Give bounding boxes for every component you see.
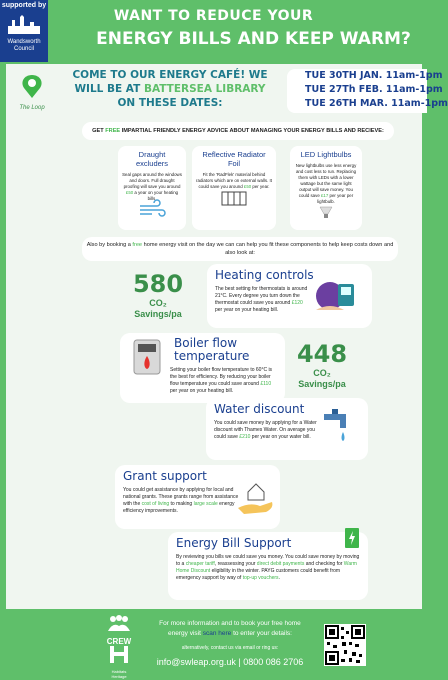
grant-title: Grant support (123, 469, 207, 483)
grant-text-pre: You could get assistance by applying for local and national grants. These grants range from assistance with the (123, 487, 239, 507)
cafe-logo (14, 72, 50, 111)
grant-link-large-scale[interactable]: large scale (193, 501, 218, 507)
bill-icon (344, 527, 360, 549)
led-card (290, 146, 362, 230)
advice-post: IMPARTIAL FRIENDLY ENERGY ADVICE ABOUT MANAGING YOUR ENERGY BILLS AND RECIEVE: (120, 128, 384, 134)
bill-box (168, 532, 368, 600)
cafe-logo-label: The Loop (19, 105, 45, 111)
hand-house-icon (236, 478, 276, 518)
boiler-text (170, 367, 279, 395)
also-banner (82, 237, 398, 261)
wind-icon (137, 202, 167, 216)
boiler-text-post: per year on your heating bill. (170, 388, 234, 394)
boiler-savings-unit: CO₂ (313, 368, 331, 378)
scan-here-link[interactable]: scan here (202, 630, 232, 637)
cafe-line1: COME TO OUR ENERGY CAFÉ! WE (72, 69, 268, 81)
draught-text-pre: Seal gaps around the windows and doors. Full draught proofing will save you around (122, 172, 182, 189)
boiler-savings-label: Savings/pa (298, 379, 346, 389)
led-text-post: per year per lightbulb. (317, 193, 354, 204)
library-name: BATTERSEA LIBRARY (143, 83, 266, 95)
bill-title: Energy Bill Support (176, 536, 292, 550)
habitats-logo (104, 644, 134, 679)
boiler-savings-number: 448 (296, 340, 348, 368)
bill-text (176, 554, 360, 582)
boiler-title: Boiler flow temperature (174, 336, 250, 363)
cafe-line2-pre: WILL BE AT (74, 83, 144, 95)
water-text-post: per year on your water bill. (250, 434, 311, 440)
draught-amount: £50 (125, 190, 134, 195)
boiler-amount: £110 (260, 381, 272, 387)
date-3: TUE 26TH MAR. 11am-1pm (305, 98, 448, 109)
headline-line1: WANT TO REDUCE YOUR (113, 8, 314, 24)
heating-savings-number: 580 (132, 270, 184, 298)
led-text-pre: New lightbulbs use less energy and cost less to run. Replacing them with LEDs with a lower wattage but the same light output will save money. You could save (295, 163, 357, 198)
dates-box (287, 69, 448, 113)
heating-text-post: per year on your heating bill. (215, 307, 279, 313)
qr-code[interactable] (324, 624, 366, 666)
heating-savings-unit: CO₂ (149, 298, 167, 308)
led-amount: £17 (320, 193, 329, 198)
also-free: free (132, 242, 143, 248)
draught-text-post: a year on your heating bills. (133, 190, 179, 201)
radiator-icon (219, 190, 249, 206)
grant-text (123, 487, 241, 515)
cafe-announcement (56, 68, 284, 110)
qr-code-icon (324, 624, 366, 666)
people-icon (106, 614, 132, 632)
heating-savings-label: Savings/pa (134, 309, 182, 319)
radiator-text-pre: Fit the 'RadFlek' material behind radiators which are on external walls. It could save you around (196, 172, 272, 189)
also-post: home energy visit on the day we can can help you fit these components to help keep costs down and also look at: (142, 242, 394, 256)
footer-line2 (140, 630, 320, 637)
water-text (214, 420, 324, 441)
boiler-icon (130, 338, 166, 378)
draught-card (118, 146, 186, 230)
advice-pre: GET (92, 128, 106, 134)
led-text (294, 163, 358, 205)
grant-text-mid: to making (169, 501, 194, 507)
crew-label: CREW (106, 637, 132, 646)
habitats-h-icon (108, 644, 130, 664)
water-text-pre: You could save money by applying for a Water discount with Thames Water. On average you could save (214, 420, 317, 440)
bill-link-cheaper-tariff[interactable]: cheaper tariff (185, 561, 215, 567)
grant-text-post: energy efficiency improvements. (123, 501, 235, 514)
water-title: Water discount (214, 402, 305, 416)
bill-link-warm-home[interactable]: Warm Home Discount (176, 561, 357, 574)
radiator-card (192, 146, 276, 230)
crew-logo (104, 614, 134, 646)
bill-text-1: By reviewing you bills we could save you money. You could save money by moving to a (176, 554, 360, 567)
bill-text-5: . (278, 575, 280, 581)
heating-text-pre: The best setting for thermostats is around 21°C. Every degree you turn down the thermostat could save you around (215, 286, 308, 306)
grant-link-cost-of-living[interactable]: cost of living (141, 501, 170, 507)
tap-icon (322, 408, 354, 446)
footer-contact[interactable]: info@swleap.org.uk | 0800 086 2706 (156, 657, 304, 667)
cafe-line3: ON THESE DATES: (117, 97, 223, 109)
date-2: TUE 27Th FEB. 11am-1pm (305, 84, 443, 95)
heating-savings (128, 270, 188, 320)
footer-alt: alternatively, contact us via email or ring us: (181, 645, 279, 651)
cafe-line2 (56, 82, 284, 96)
date-1: TUE 30TH JAN. 11am-1pm (305, 70, 443, 81)
bill-text-4: eligibility in the winter. PAYG customers could benefit from emergency support by way of (176, 568, 341, 581)
lightbulb-icon (316, 205, 336, 219)
also-pre: Also by booking a (86, 242, 133, 248)
thermostat-icon (314, 276, 360, 316)
footer-line2-pre: energy visit (168, 630, 203, 637)
bill-text-2: , reassessing your (214, 561, 257, 567)
habitats-label: Habitats Heritage (111, 669, 127, 679)
heating-amount: £120 (291, 300, 303, 306)
bill-text-3: and checking for (304, 561, 344, 567)
headline-line2: ENERGY BILLS AND KEEP WARM? (96, 29, 411, 49)
draught-title: Draught excluders (135, 150, 169, 168)
footer-line2-post: to enter your details: (231, 630, 292, 637)
boiler-text-pre: Setting your boiler flow temperature to 60°C is the best for efficiency. By reducing your boiler flow temperature you could save around (170, 367, 273, 387)
draught-text (122, 172, 182, 202)
footer-line1: For more information and to book your free home (159, 620, 301, 627)
radiator-title: Reflective Radiator Foil (202, 150, 266, 168)
logo-supported-text: supported by (1, 2, 47, 9)
radiator-text-post: per year. (251, 184, 270, 189)
loop-logo-icon (14, 72, 50, 100)
radiator-amount: £50 (243, 184, 252, 189)
advice-free: FREE (105, 128, 121, 134)
bill-link-top-up[interactable]: top-up vouchers (242, 575, 279, 581)
led-title: LED Lightbulbs (300, 150, 352, 159)
bill-link-direct-debit[interactable]: direct debit payments (256, 561, 305, 567)
advice-banner (82, 122, 394, 140)
heating-text (215, 286, 311, 314)
boiler-savings (292, 340, 352, 390)
logo-name: Wandsworth Council (7, 39, 41, 52)
water-amount: £210 (239, 434, 251, 440)
radiator-text (196, 172, 272, 190)
heating-title: Heating controls (215, 268, 314, 282)
